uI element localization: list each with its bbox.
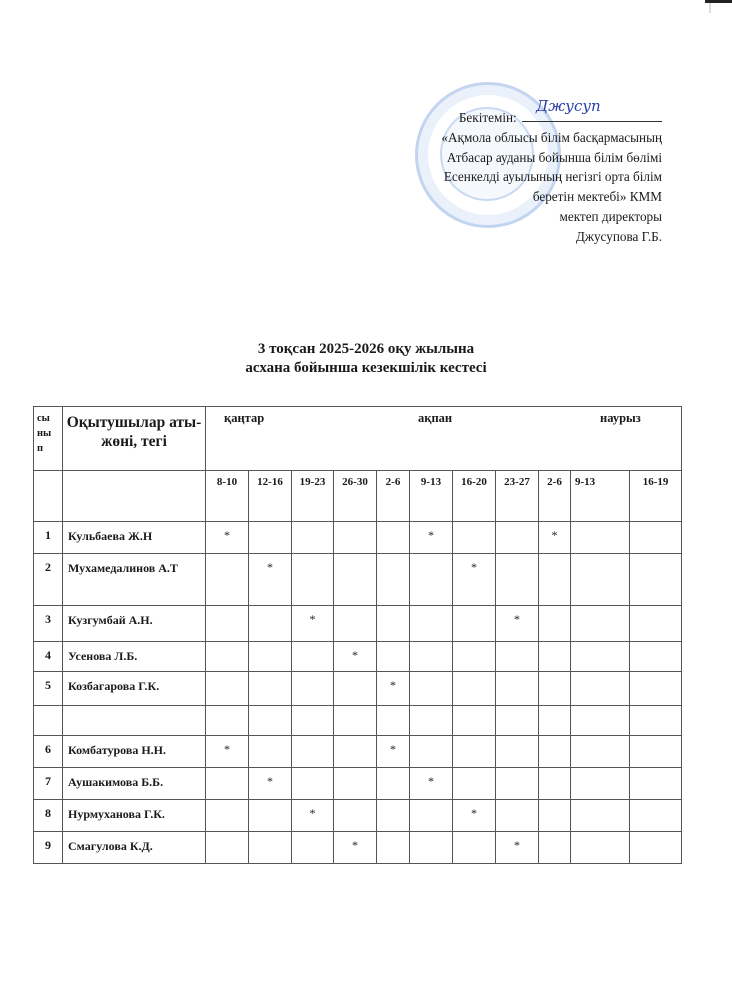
signature: Джусуп bbox=[536, 97, 601, 115]
empty-cell bbox=[377, 522, 410, 554]
empty-cell bbox=[292, 522, 334, 554]
empty-cell bbox=[334, 522, 377, 554]
period-header: 26-30 bbox=[334, 471, 377, 522]
empty-cell bbox=[453, 606, 496, 642]
table-row bbox=[34, 736, 682, 768]
empty-cell bbox=[410, 642, 453, 672]
empty-cell bbox=[292, 736, 334, 768]
empty-cell bbox=[630, 706, 682, 736]
table-row bbox=[34, 606, 682, 642]
empty-cell bbox=[571, 642, 630, 672]
duty-mark: * bbox=[539, 522, 571, 554]
empty-cell bbox=[453, 642, 496, 672]
table-row bbox=[34, 832, 682, 864]
empty-cell bbox=[496, 642, 539, 672]
empty-cell bbox=[496, 768, 539, 800]
empty-cell bbox=[377, 706, 410, 736]
empty-cell bbox=[539, 706, 571, 736]
empty-cell bbox=[249, 606, 292, 642]
table-row bbox=[34, 642, 682, 672]
teacher-name: Смагулова К.Д. bbox=[63, 832, 206, 864]
empty-cell bbox=[630, 736, 682, 768]
empty-cell bbox=[539, 800, 571, 832]
empty-cell bbox=[292, 768, 334, 800]
table-row bbox=[34, 554, 682, 606]
teacher-name: Козбагарова Г.К. bbox=[63, 672, 206, 706]
empty-cell bbox=[496, 554, 539, 606]
teacher-name: Кульбаева Ж.Н bbox=[63, 522, 206, 554]
teacher-name: Нурмуханова Г.К. bbox=[63, 800, 206, 832]
duty-mark: * bbox=[453, 554, 496, 606]
empty-cell bbox=[496, 672, 539, 706]
empty-cell bbox=[539, 736, 571, 768]
approval-label-line bbox=[441, 97, 662, 128]
teacher-name: Усенова Л.Б. bbox=[63, 642, 206, 672]
approval-line: Атбасар ауданы бойынша білім бөлімі bbox=[446, 149, 662, 165]
header-row-months bbox=[34, 407, 682, 471]
period-header: 12-16 bbox=[249, 471, 292, 522]
duty-mark: * bbox=[206, 522, 249, 554]
empty-cell bbox=[410, 736, 453, 768]
empty-cell bbox=[410, 606, 453, 642]
empty-cell bbox=[206, 606, 249, 642]
empty-cell bbox=[496, 736, 539, 768]
empty-cell bbox=[630, 800, 682, 832]
approval-line: мектеп директоры bbox=[559, 208, 662, 224]
empty-cell bbox=[539, 642, 571, 672]
table-row bbox=[34, 800, 682, 832]
row-number: 9 bbox=[34, 832, 63, 864]
empty-cell bbox=[496, 800, 539, 832]
empty-cell bbox=[206, 706, 249, 736]
period-header: 16-19 bbox=[630, 471, 682, 522]
empty-cell bbox=[571, 606, 630, 642]
empty-cell bbox=[377, 768, 410, 800]
duty-mark: * bbox=[377, 672, 410, 706]
empty-cell bbox=[453, 736, 496, 768]
empty-cell bbox=[410, 672, 453, 706]
duty-mark: * bbox=[206, 736, 249, 768]
empty-cell bbox=[292, 706, 334, 736]
period-header: 9-13 bbox=[571, 471, 630, 522]
period-header: 8-10 bbox=[206, 471, 249, 522]
empty-cell bbox=[334, 736, 377, 768]
table-row bbox=[34, 768, 682, 800]
period-header: 19-23 bbox=[292, 471, 334, 522]
document-title bbox=[0, 340, 732, 378]
empty-cell bbox=[63, 471, 206, 522]
month-label: ақпан bbox=[418, 411, 453, 425]
empty-cell bbox=[206, 832, 249, 864]
title-line-1: 3 тоқсан 2025-2026 оқу жылына bbox=[257, 341, 475, 357]
duty-mark: * bbox=[334, 642, 377, 672]
title-line-2: асхана бойынша кезекшілік кестесі bbox=[245, 360, 487, 376]
empty-cell bbox=[571, 736, 630, 768]
empty-cell bbox=[630, 768, 682, 800]
row-number: 7 bbox=[34, 768, 63, 800]
empty-cell bbox=[34, 471, 63, 522]
empty-cell bbox=[571, 706, 630, 736]
duty-mark: * bbox=[496, 606, 539, 642]
empty-cell bbox=[334, 606, 377, 642]
row-number: 3 bbox=[34, 606, 63, 642]
empty-cell bbox=[630, 832, 682, 864]
empty-cell bbox=[292, 832, 334, 864]
teacher-name: Кузгумбай А.Н. bbox=[63, 606, 206, 642]
empty-cell bbox=[410, 832, 453, 864]
empty-cell bbox=[630, 672, 682, 706]
signature-line bbox=[522, 97, 662, 122]
empty-cell bbox=[377, 800, 410, 832]
empty-cell bbox=[539, 554, 571, 606]
empty-cell bbox=[630, 554, 682, 606]
empty-cell bbox=[539, 832, 571, 864]
teacher-name bbox=[63, 706, 206, 736]
approval-line: Есенкелді ауылының негізгі орта білім bbox=[443, 169, 662, 185]
duty-mark: * bbox=[249, 768, 292, 800]
empty-cell bbox=[571, 522, 630, 554]
empty-cell bbox=[334, 672, 377, 706]
empty-cell bbox=[630, 606, 682, 642]
empty-cell bbox=[249, 672, 292, 706]
duty-mark: * bbox=[292, 800, 334, 832]
empty-cell bbox=[453, 522, 496, 554]
empty-cell bbox=[496, 522, 539, 554]
period-header: 9-13 bbox=[410, 471, 453, 522]
table-row bbox=[34, 522, 682, 554]
period-header: 2-6 bbox=[539, 471, 571, 522]
teacher-name: Аушакимова Б.Б. bbox=[63, 768, 206, 800]
months-header bbox=[206, 407, 682, 471]
header-row-periods bbox=[34, 471, 682, 522]
empty-cell bbox=[377, 554, 410, 606]
empty-cell bbox=[410, 554, 453, 606]
duty-mark: * bbox=[496, 832, 539, 864]
duty-schedule-table bbox=[33, 406, 682, 864]
empty-cell bbox=[571, 554, 630, 606]
empty-cell bbox=[206, 768, 249, 800]
empty-cell bbox=[249, 642, 292, 672]
duty-mark: * bbox=[453, 800, 496, 832]
empty-cell bbox=[571, 800, 630, 832]
empty-cell bbox=[249, 800, 292, 832]
duty-mark: * bbox=[249, 554, 292, 606]
empty-cell bbox=[539, 768, 571, 800]
empty-cell bbox=[377, 832, 410, 864]
empty-cell bbox=[292, 554, 334, 606]
empty-cell bbox=[249, 522, 292, 554]
empty-cell bbox=[453, 768, 496, 800]
row-number: 2 bbox=[34, 554, 63, 606]
table-row bbox=[34, 672, 682, 706]
approval-line: Джусупова Г.Б. bbox=[575, 228, 662, 244]
empty-cell bbox=[453, 672, 496, 706]
col-name-header: Оқытушылар аты-жөні, тегі bbox=[63, 407, 206, 471]
empty-cell bbox=[377, 606, 410, 642]
teacher-name: Комбатурова Н.Н. bbox=[63, 736, 206, 768]
empty-cell bbox=[206, 554, 249, 606]
duty-mark: * bbox=[410, 768, 453, 800]
empty-cell bbox=[334, 706, 377, 736]
empty-cell bbox=[334, 800, 377, 832]
row-number: 1 bbox=[34, 522, 63, 554]
scan-edge-mark bbox=[709, 3, 711, 13]
empty-cell bbox=[453, 832, 496, 864]
col-number-header-text: сы ны п bbox=[37, 413, 52, 454]
empty-cell bbox=[410, 800, 453, 832]
approval-label: Бекітемін: bbox=[458, 110, 517, 125]
empty-cell bbox=[292, 672, 334, 706]
approval-line: беретін мектебі» КММ bbox=[532, 189, 662, 205]
empty-cell bbox=[539, 672, 571, 706]
row-number bbox=[34, 706, 63, 736]
empty-cell bbox=[571, 832, 630, 864]
approval-block bbox=[441, 97, 662, 247]
col-number-header bbox=[34, 407, 63, 471]
duty-mark: * bbox=[410, 522, 453, 554]
empty-cell bbox=[206, 800, 249, 832]
duty-mark: * bbox=[292, 606, 334, 642]
empty-cell bbox=[249, 832, 292, 864]
empty-cell bbox=[630, 642, 682, 672]
period-header: 23-27 bbox=[496, 471, 539, 522]
empty-cell bbox=[630, 522, 682, 554]
empty-cell bbox=[249, 706, 292, 736]
period-header: 16-20 bbox=[453, 471, 496, 522]
empty-cell bbox=[377, 642, 410, 672]
duty-mark: * bbox=[377, 736, 410, 768]
empty-cell bbox=[539, 606, 571, 642]
empty-cell bbox=[496, 706, 539, 736]
month-label: қаңтар bbox=[224, 411, 265, 425]
empty-cell bbox=[292, 642, 334, 672]
empty-cell bbox=[410, 706, 453, 736]
empty-cell bbox=[453, 706, 496, 736]
empty-cell bbox=[571, 768, 630, 800]
row-number: 5 bbox=[34, 672, 63, 706]
empty-cell bbox=[334, 554, 377, 606]
row-number: 8 bbox=[34, 800, 63, 832]
empty-cell bbox=[571, 672, 630, 706]
approval-line: «Ақмола облысы білім басқармасының bbox=[441, 129, 662, 145]
row-number: 4 bbox=[34, 642, 63, 672]
empty-cell bbox=[249, 736, 292, 768]
empty-cell bbox=[206, 642, 249, 672]
row-number: 6 bbox=[34, 736, 63, 768]
month-label: наурыз bbox=[600, 411, 641, 425]
table-row bbox=[34, 706, 682, 736]
duty-mark: * bbox=[334, 832, 377, 864]
empty-cell bbox=[206, 672, 249, 706]
teacher-name: Мухамедалинов А.Т bbox=[63, 554, 206, 606]
empty-cell bbox=[334, 768, 377, 800]
period-header: 2-6 bbox=[377, 471, 410, 522]
